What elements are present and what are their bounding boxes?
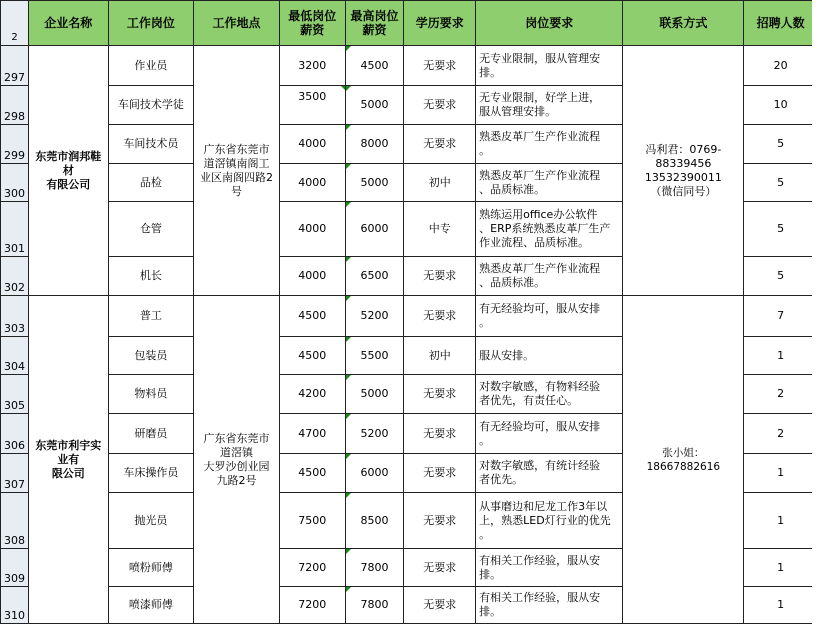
education-cell[interactable]: 无要求 bbox=[404, 549, 476, 587]
number-stored-as-text-marker bbox=[346, 337, 351, 342]
header-headcount[interactable]: 招聘人数 bbox=[744, 1, 818, 46]
table-row bbox=[1, 296, 818, 337]
education-cell[interactable]: 无要求 bbox=[404, 86, 476, 125]
max-salary-cell[interactable] bbox=[345, 125, 404, 164]
headcount-cell[interactable]: 2 bbox=[744, 375, 818, 414]
headcount-cell[interactable]: 5 bbox=[744, 202, 818, 257]
position-cell[interactable]: 机长 bbox=[108, 257, 194, 296]
max-salary-value: 6500 bbox=[360, 269, 389, 282]
number-stored-as-text-marker bbox=[346, 46, 351, 51]
number-stored-as-text-marker bbox=[346, 257, 351, 262]
number-stored-as-text-marker bbox=[346, 454, 351, 459]
education-cell[interactable]: 无要求 bbox=[404, 493, 476, 549]
row-number[interactable]: 303 bbox=[1, 296, 29, 337]
max-salary-value: 7800 bbox=[360, 598, 389, 611]
max-salary-value: 5200 bbox=[360, 426, 389, 440]
headcount-cell[interactable]: 2 bbox=[744, 414, 818, 454]
position-cell[interactable]: 包装员 bbox=[108, 337, 194, 375]
min-salary-cell[interactable] bbox=[279, 414, 345, 454]
max-salary-value: 6000 bbox=[360, 466, 389, 479]
min-salary-value: 4000 bbox=[298, 269, 327, 282]
min-salary-cell[interactable] bbox=[279, 46, 345, 86]
max-salary-cell[interactable] bbox=[345, 296, 404, 337]
max-salary-cell[interactable] bbox=[345, 375, 404, 414]
number-stored-as-text-marker bbox=[346, 375, 351, 380]
header-contact[interactable]: 联系方式 bbox=[623, 1, 744, 46]
headcount-cell[interactable]: 5 bbox=[744, 164, 818, 202]
company-name[interactable]: 东莞市润邦鞋 材 有限公司 bbox=[29, 46, 109, 296]
row-number[interactable]: 301 bbox=[1, 202, 29, 257]
education-cell[interactable]: 初中 bbox=[404, 164, 476, 202]
requirement-cell[interactable]: 无专业限制，好学上进， 服从管理安排。 bbox=[476, 86, 623, 125]
max-salary-cell[interactable] bbox=[345, 164, 404, 202]
max-salary-cell[interactable] bbox=[345, 337, 404, 375]
row-number[interactable]: 306 bbox=[1, 414, 29, 454]
min-salary-value: 7500 bbox=[298, 513, 327, 527]
min-salary-cell[interactable] bbox=[279, 296, 345, 337]
contact-cell[interactable]: 冯利君：0769- 88339456 13532390011 （微信同号） bbox=[623, 46, 744, 296]
contact-cell[interactable]: 张小姐：18667882616 bbox=[623, 296, 744, 624]
requirement-cell[interactable]: 对数字敏感，有统计经验 者优先。 bbox=[476, 454, 623, 493]
max-salary-value: 8000 bbox=[360, 137, 389, 150]
min-salary-cell[interactable] bbox=[279, 375, 345, 414]
header-max-salary[interactable]: 最高岗位 薪资 bbox=[345, 1, 404, 46]
max-salary-value: 5000 bbox=[360, 387, 389, 400]
row-number[interactable]: 304 bbox=[1, 337, 29, 375]
position-cell[interactable]: 品检 bbox=[108, 164, 194, 202]
max-salary-value: 5000 bbox=[360, 175, 389, 189]
min-salary-cell[interactable] bbox=[279, 454, 345, 493]
min-salary-value: 4000 bbox=[298, 137, 327, 150]
company-name[interactable]: 东莞市利宇实 业有 限公司 bbox=[29, 296, 109, 624]
min-salary-cell[interactable] bbox=[279, 337, 345, 375]
education-cell[interactable]: 无要求 bbox=[404, 46, 476, 86]
row-number[interactable]: 305 bbox=[1, 375, 29, 414]
header-requirement[interactable]: 岗位要求 bbox=[476, 1, 623, 46]
position-cell[interactable]: 仓管 bbox=[108, 202, 194, 257]
min-salary-value: 7200 bbox=[298, 598, 327, 611]
position-cell[interactable]: 物料员 bbox=[108, 375, 194, 414]
min-salary-cell[interactable] bbox=[279, 125, 345, 164]
position-cell[interactable]: 车间技术学徒 bbox=[108, 86, 194, 125]
requirement-cell[interactable]: 熟悉皮革厂生产作业流程 。 bbox=[476, 125, 623, 164]
education-cell[interactable]: 无要求 bbox=[404, 257, 476, 296]
max-salary-cell[interactable] bbox=[345, 587, 404, 624]
position-cell[interactable]: 研磨员 bbox=[108, 414, 194, 454]
requirement-cell[interactable]: 无专业限制，服从管理安 排。 bbox=[476, 46, 623, 86]
education-cell[interactable]: 初中 bbox=[404, 337, 476, 375]
max-salary-cell[interactable] bbox=[345, 86, 404, 125]
max-salary-value: 5000 bbox=[360, 98, 389, 111]
requirement-cell[interactable]: 有无经验均可，服从安排 。 bbox=[476, 296, 623, 337]
requirement-cell[interactable]: 对数字敏感，有物料经验 者优先，有责任心。 bbox=[476, 375, 623, 414]
headcount-cell[interactable]: 1 bbox=[744, 587, 818, 624]
headcount-cell[interactable]: 10 bbox=[744, 86, 818, 125]
header-company[interactable]: 企业名称 bbox=[29, 1, 109, 46]
position-cell[interactable]: 喷粉师傅 bbox=[108, 549, 194, 587]
number-stored-as-text-marker bbox=[346, 86, 351, 91]
number-stored-as-text-marker bbox=[346, 549, 351, 554]
table-row bbox=[1, 46, 818, 86]
position-cell[interactable]: 作业员 bbox=[108, 46, 194, 86]
max-salary-cell[interactable] bbox=[345, 257, 404, 296]
location-cell[interactable]: 广东省东莞市 道滘镇 大罗沙创业园 九路2号 bbox=[194, 296, 280, 624]
min-salary-cell[interactable] bbox=[279, 257, 345, 296]
max-salary-cell[interactable] bbox=[345, 414, 404, 454]
row-number[interactable]: 300 bbox=[1, 164, 29, 202]
min-salary-value: 4000 bbox=[298, 222, 327, 235]
max-salary-value: 7800 bbox=[360, 560, 389, 574]
headcount-cell[interactable]: 7 bbox=[744, 296, 818, 337]
position-cell[interactable]: 车床操作员 bbox=[108, 454, 194, 493]
location-cell[interactable]: 广东省东莞市 道滘镇南阁工 业区南阁四路2 号 bbox=[194, 46, 280, 296]
min-salary-cell[interactable] bbox=[279, 164, 345, 202]
min-salary-cell[interactable] bbox=[279, 86, 345, 125]
headcount-cell[interactable]: 1 bbox=[744, 337, 818, 375]
max-salary-value: 8500 bbox=[360, 513, 389, 527]
min-salary-value: 4500 bbox=[298, 466, 327, 479]
requirement-cell[interactable]: 从事磨边和尼龙工作3年以 上，熟悉LED灯行业的优先 。 bbox=[476, 493, 623, 549]
headcount-cell[interactable]: 1 bbox=[744, 549, 818, 587]
max-salary-cell[interactable] bbox=[345, 454, 404, 493]
max-salary-cell[interactable] bbox=[345, 549, 404, 587]
row-number[interactable]: 302 bbox=[1, 257, 29, 296]
headcount-cell[interactable]: 20 bbox=[744, 46, 818, 86]
min-salary-cell[interactable] bbox=[279, 549, 345, 587]
number-stored-as-text-marker bbox=[346, 164, 351, 169]
max-salary-value: 4500 bbox=[360, 58, 389, 72]
position-cell[interactable]: 车间技术员 bbox=[108, 125, 194, 164]
min-salary-value: 4200 bbox=[298, 387, 327, 400]
min-salary-value: 4500 bbox=[298, 309, 327, 322]
number-stored-as-text-marker bbox=[346, 296, 351, 301]
education-cell[interactable]: 无要求 bbox=[404, 454, 476, 493]
min-salary-value: 4700 bbox=[298, 426, 327, 440]
header-position[interactable]: 工作岗位 bbox=[108, 1, 194, 46]
sheet-edge bbox=[812, 0, 818, 624]
education-cell[interactable]: 无要求 bbox=[404, 296, 476, 337]
min-salary-cell[interactable] bbox=[279, 493, 345, 549]
position-cell[interactable]: 普工 bbox=[108, 296, 194, 337]
headcount-cell[interactable]: 5 bbox=[744, 125, 818, 164]
number-stored-as-text-marker bbox=[346, 125, 351, 130]
max-salary-cell[interactable] bbox=[345, 493, 404, 549]
education-cell[interactable]: 无要求 bbox=[404, 375, 476, 414]
max-salary-value: 6000 bbox=[360, 222, 389, 235]
headcount-cell[interactable]: 1 bbox=[744, 454, 818, 493]
max-salary-value: 5500 bbox=[360, 348, 389, 362]
requirement-cell[interactable]: 熟练运用office办公软件 、ERP系统熟悉皮革厂生产 作业流程、品质标准。 bbox=[476, 202, 623, 257]
header-location[interactable]: 工作地点 bbox=[194, 1, 280, 46]
headcount-cell[interactable]: 1 bbox=[744, 493, 818, 549]
row-number[interactable]: 309 bbox=[1, 549, 29, 587]
headcount-cell[interactable]: 5 bbox=[744, 257, 818, 296]
number-stored-as-text-marker bbox=[346, 587, 351, 592]
min-salary-value: 7200 bbox=[298, 560, 327, 574]
requirement-cell[interactable]: 有相关工作经验，服从安 排。 bbox=[476, 587, 623, 624]
education-cell[interactable]: 无要求 bbox=[404, 125, 476, 164]
requirement-cell[interactable]: 熟悉皮革厂生产作业流程 、品质标准。 bbox=[476, 257, 623, 296]
requirement-cell[interactable]: 服从安排。 bbox=[476, 337, 623, 375]
min-salary-value: 3200 bbox=[298, 58, 327, 72]
row-number[interactable]: 2 bbox=[1, 1, 29, 46]
max-salary-cell[interactable] bbox=[345, 202, 404, 257]
min-salary-value: 3500 bbox=[298, 90, 327, 103]
requirement-cell[interactable]: 有相关工作经验，服从安 排。 bbox=[476, 549, 623, 587]
min-salary-cell[interactable] bbox=[279, 587, 345, 624]
education-cell[interactable]: 无要求 bbox=[404, 587, 476, 624]
row-number[interactable]: 298 bbox=[1, 86, 29, 125]
header-min-salary[interactable]: 最低岗位 薪资 bbox=[279, 1, 345, 46]
min-salary-value: 4500 bbox=[298, 348, 327, 362]
requirement-cell[interactable]: 有无经验均可，服从安排 。 bbox=[476, 414, 623, 454]
row-number[interactable]: 308 bbox=[1, 493, 29, 549]
number-stored-as-text-marker bbox=[346, 414, 351, 419]
max-salary-cell[interactable] bbox=[345, 46, 404, 86]
row-number[interactable]: 297 bbox=[1, 46, 29, 86]
header-education[interactable]: 学历要求 bbox=[404, 1, 476, 46]
education-cell[interactable]: 中专 bbox=[404, 202, 476, 257]
position-cell[interactable]: 抛光员 bbox=[108, 493, 194, 549]
header-row bbox=[1, 1, 818, 46]
position-cell[interactable]: 喷漆师傅 bbox=[108, 587, 194, 624]
min-salary-cell[interactable] bbox=[279, 202, 345, 257]
number-stored-as-text-marker bbox=[346, 493, 351, 498]
min-salary-value: 4000 bbox=[298, 175, 327, 189]
education-cell[interactable]: 无要求 bbox=[404, 414, 476, 454]
max-salary-value: 5200 bbox=[360, 309, 389, 322]
requirement-cell[interactable]: 熟悉皮革厂生产作业流程 、品质标准。 bbox=[476, 164, 623, 202]
row-number[interactable]: 310 bbox=[1, 587, 29, 624]
row-number[interactable]: 307 bbox=[1, 454, 29, 493]
row-number[interactable]: 299 bbox=[1, 125, 29, 164]
number-stored-as-text-marker bbox=[346, 202, 351, 207]
